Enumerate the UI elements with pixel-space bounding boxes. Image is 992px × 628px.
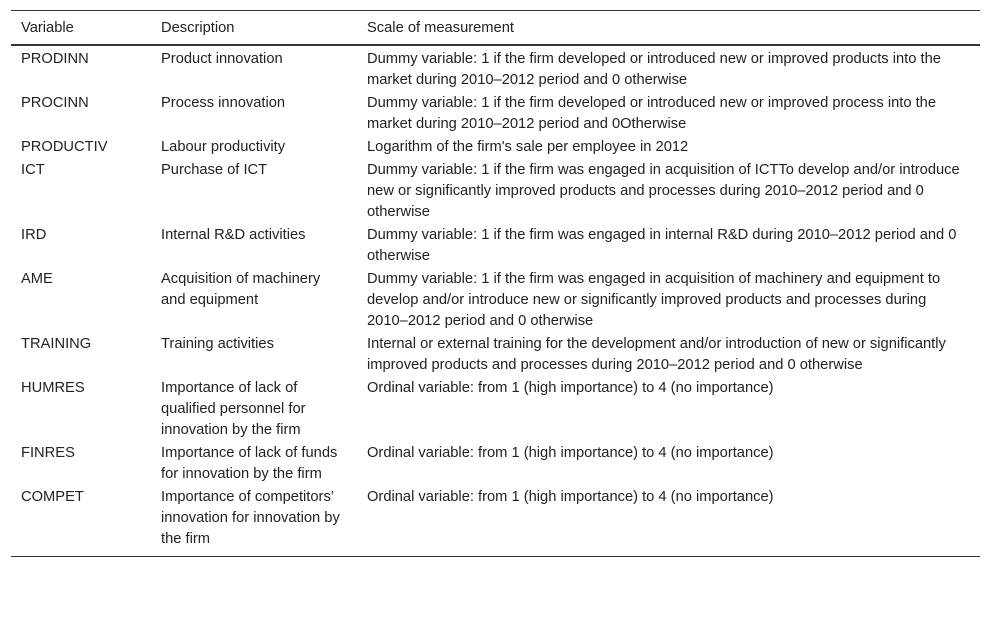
cell-description: Product innovation [161, 51, 283, 67]
cell-variable: ICT [21, 162, 45, 178]
cell-description: Process innovation [161, 95, 286, 111]
cell-variable: PRODINN [21, 51, 89, 67]
cell-description: Labour productivity [161, 139, 286, 155]
cell-description: Importance of lack of funds for innovation by the firm [161, 445, 338, 482]
table-row [11, 45, 980, 92]
cell-scale: Dummy variable: 1 if the firm developed or introduced new or improved process into the market during 2010–2012 period and 0Otherwise [367, 95, 937, 132]
table-row [11, 92, 980, 136]
cell-scale: Ordinal variable: from 1 (high importance) to 4 (no importance) [367, 445, 774, 461]
cell-scale: Dummy variable: 1 if the firm was engaged in internal R&D during 2010–2012 period and 0 otherwise [367, 227, 957, 264]
table-row [11, 268, 980, 333]
cell-description: Training activities [161, 336, 274, 352]
table-body [11, 45, 980, 557]
cell-scale: Dummy variable: 1 if the firm was engaged in acquisition of machinery and equipment to develop and/or introduce new or significantly improved products and processes during 2010–2012 period and 0 otherwise [367, 271, 941, 329]
table-row [11, 224, 980, 268]
variables-table [11, 10, 980, 557]
cell-description: Acquisition of machinery and equipment [161, 271, 321, 308]
table-header [11, 11, 980, 46]
cell-description: Internal R&D activities [161, 227, 306, 243]
cell-scale: Ordinal variable: from 1 (high importance) to 4 (no importance) [367, 380, 774, 396]
header-description: Description [161, 20, 235, 36]
cell-scale: Dummy variable: 1 if the firm was engaged in acquisition of ICTTo develop and/or introduce new or significantly improved products and processes during 2010–2012 period and 0 otherwise [367, 162, 960, 220]
cell-scale: Internal or external training for the development and/or introduction of new or significantly improved products and processes during 2010–2012 period and 0 otherwise [367, 336, 946, 373]
cell-variable: FINRES [21, 445, 75, 461]
cell-variable: IRD [21, 227, 47, 243]
header-scale: Scale of measurement [367, 20, 514, 36]
cell-variable: PROCINN [21, 95, 89, 111]
table-row [11, 333, 980, 377]
cell-description: Purchase of ICT [161, 162, 268, 178]
table-row [11, 442, 980, 486]
cell-scale: Dummy variable: 1 if the firm developed or introduced new or improved products into the market during 2010–2012 period and 0 otherwise [367, 51, 941, 88]
cell-description: Importance of lack of qualified personnel for innovation by the firm [161, 380, 306, 438]
cell-variable: COMPET [21, 489, 84, 505]
table-row [11, 486, 980, 557]
table-row [11, 159, 980, 224]
table-row [11, 136, 980, 159]
header-row [11, 11, 980, 46]
cell-variable: HUMRES [21, 380, 85, 396]
header-variable: Variable [21, 20, 74, 36]
cell-description: Importance of competitors’ innovation for innovation by the firm [161, 489, 340, 547]
table-row [11, 377, 980, 442]
cell-variable: PRODUCTIV [21, 139, 108, 155]
cell-scale: Ordinal variable: from 1 (high importance) to 4 (no importance) [367, 489, 774, 505]
cell-scale: Logarithm of the firm's sale per employee in 2012 [367, 139, 689, 155]
cell-variable: AME [21, 271, 53, 287]
cell-variable: TRAINING [21, 336, 92, 352]
